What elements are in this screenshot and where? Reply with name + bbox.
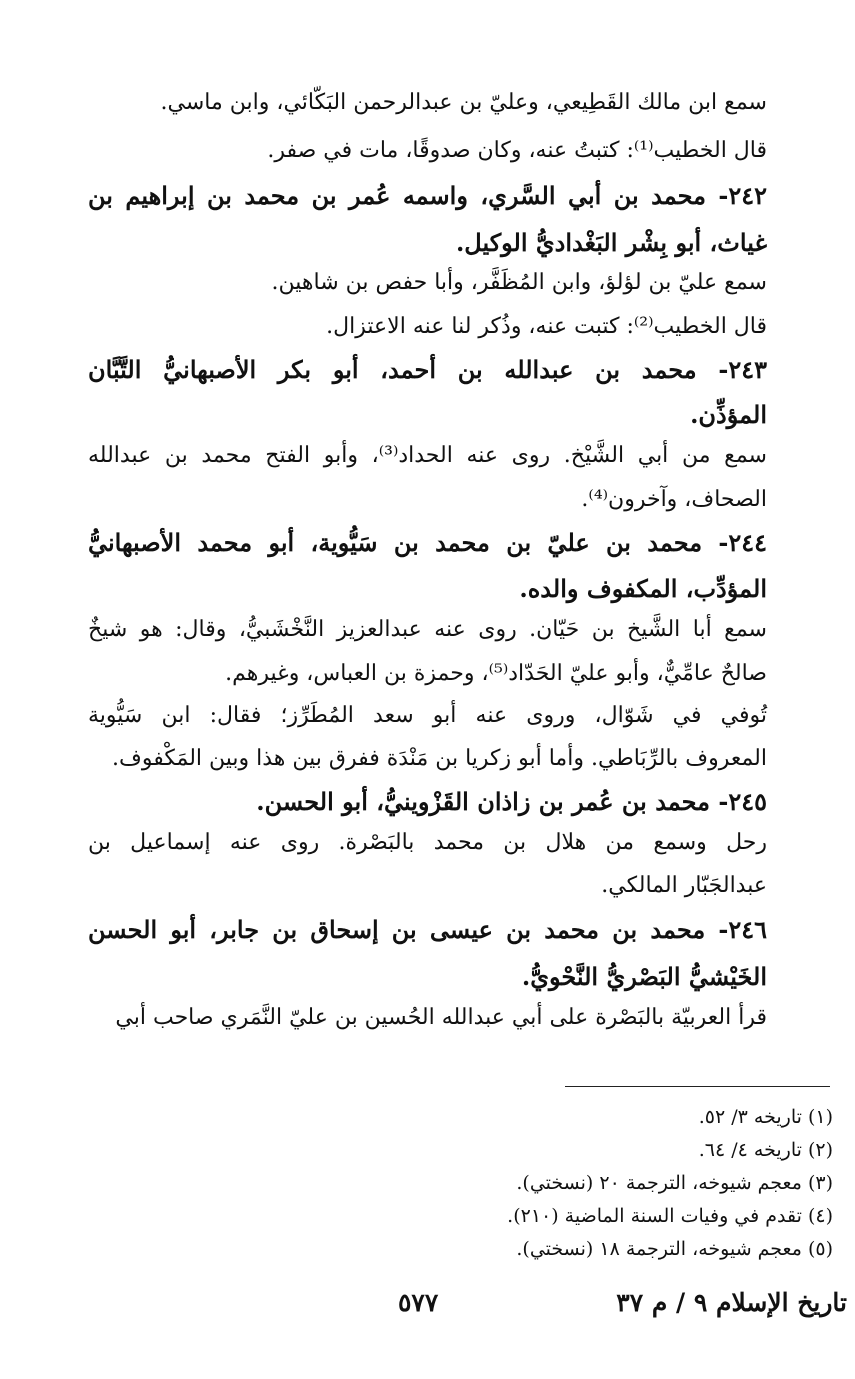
- footnote: (٥) معجم شيوخه، الترجمة ١٨ (نسختي).: [516, 1238, 833, 1260]
- text-line: المعروف بالرِّبَاطي. وأما أبو زكريا بن مَنْدَة ففرق بين هذا وبين المَكْفوف.: [112, 746, 767, 771]
- text-line: سمع أبا الشَّيخ بن حَيّان. روى عنه عبدالعزيز النَّخْشَبيُّ، وقال: هو شيخٌ: [88, 617, 767, 642]
- entry-heading: ٢٤٦- محمد بن محمد بن عيسى بن إسحاق بن جابر، أبو الحسن: [88, 915, 767, 944]
- text-line: عبدالجَبّار المالكي.: [601, 873, 767, 898]
- entry-heading: المؤذِّن.: [690, 400, 767, 429]
- entry-heading: ٢٤٣- محمد بن عبدالله بن أحمد، أبو بكر الأصبهانيُّ التَّبَّان: [88, 355, 767, 384]
- footnote: (٤) تقدم في وفيات السنة الماضية (٢١٠).: [507, 1205, 833, 1227]
- text-line: صالحٌ عامِّيٌّ، وأبو عليّ الحَدّاد⁽⁵⁾، وحمزة بن العباس، وغيرهم.: [225, 661, 767, 686]
- entry-heading: الخَيْشيُّ البَصْريُّ النَّحْويُّ.: [521, 962, 767, 991]
- text-line: رحل وسمع من هلال بن محمد بالبَصْرة. روى عنه إسماعيل بن: [88, 830, 767, 855]
- text-line: سمع من أبي الشَّيْخ. روى عنه الحداد⁽³⁾، وأبو الفتح محمد بن عبدالله: [88, 443, 767, 468]
- footnote: (٣) معجم شيوخه، الترجمة ٢٠ (نسختي).: [516, 1172, 833, 1194]
- page-number: ٥٧٧: [398, 1288, 439, 1317]
- text-line: تُوفي في شَوّال، وروى عنه أبو سعد المُطَرِّز؛ فقال: ابن سَيُّوية: [88, 703, 768, 728]
- text-line: قرأ العربيّة بالبَصْرة على أبي عبدالله الحُسين بن عليّ النَّمَري صاحب أبي: [115, 1005, 767, 1030]
- text-line: الصحاف، وآخرون⁽⁴⁾.: [581, 487, 767, 512]
- footnote-divider: [565, 1086, 830, 1087]
- text-line: سمع ابن مالك القَطِيعي، وعليّ بن عبدالرحمن البَكّائي، وابن ماسي.: [160, 90, 767, 115]
- text-line: قال الخطيب⁽¹⁾: كتبتُ عنه، وكان صدوقًا، مات في صفر.: [267, 138, 767, 163]
- running-footer-title: تاريخ الإسلام ٩ / م ٣٧: [616, 1288, 847, 1317]
- text-line: سمع عليّ بن لؤلؤ، وابن المُظَفَّر، وأبا حفص بن شاهين.: [271, 270, 767, 295]
- footnote: (٢) تاريخه ٤/ ٦٤.: [698, 1139, 833, 1161]
- footnote: (١) تاريخه ٣/ ٥٢.: [698, 1106, 833, 1128]
- entry-heading: ٢٤٢- محمد بن أبي السَّري، واسمه عُمر بن محمد بن إبراهيم بن: [88, 181, 767, 210]
- entry-heading: ٢٤٤- محمد بن عليّ بن محمد بن سَيُّوية، أبو محمد الأصبهانيُّ: [88, 528, 767, 557]
- entry-heading: غياث، أبو بِشْر البَغْداديُّ الوكيل.: [455, 228, 767, 257]
- text-line: قال الخطيب⁽²⁾: كتبت عنه، وذُكر لنا عنه الاعتزال.: [326, 314, 767, 339]
- entry-heading: المؤدِّب، المكفوف والده.: [519, 574, 767, 603]
- entry-heading: ٢٤٥- محمد بن عُمر بن زاذان القَزْوينيُّ، أبو الحسن.: [256, 787, 767, 816]
